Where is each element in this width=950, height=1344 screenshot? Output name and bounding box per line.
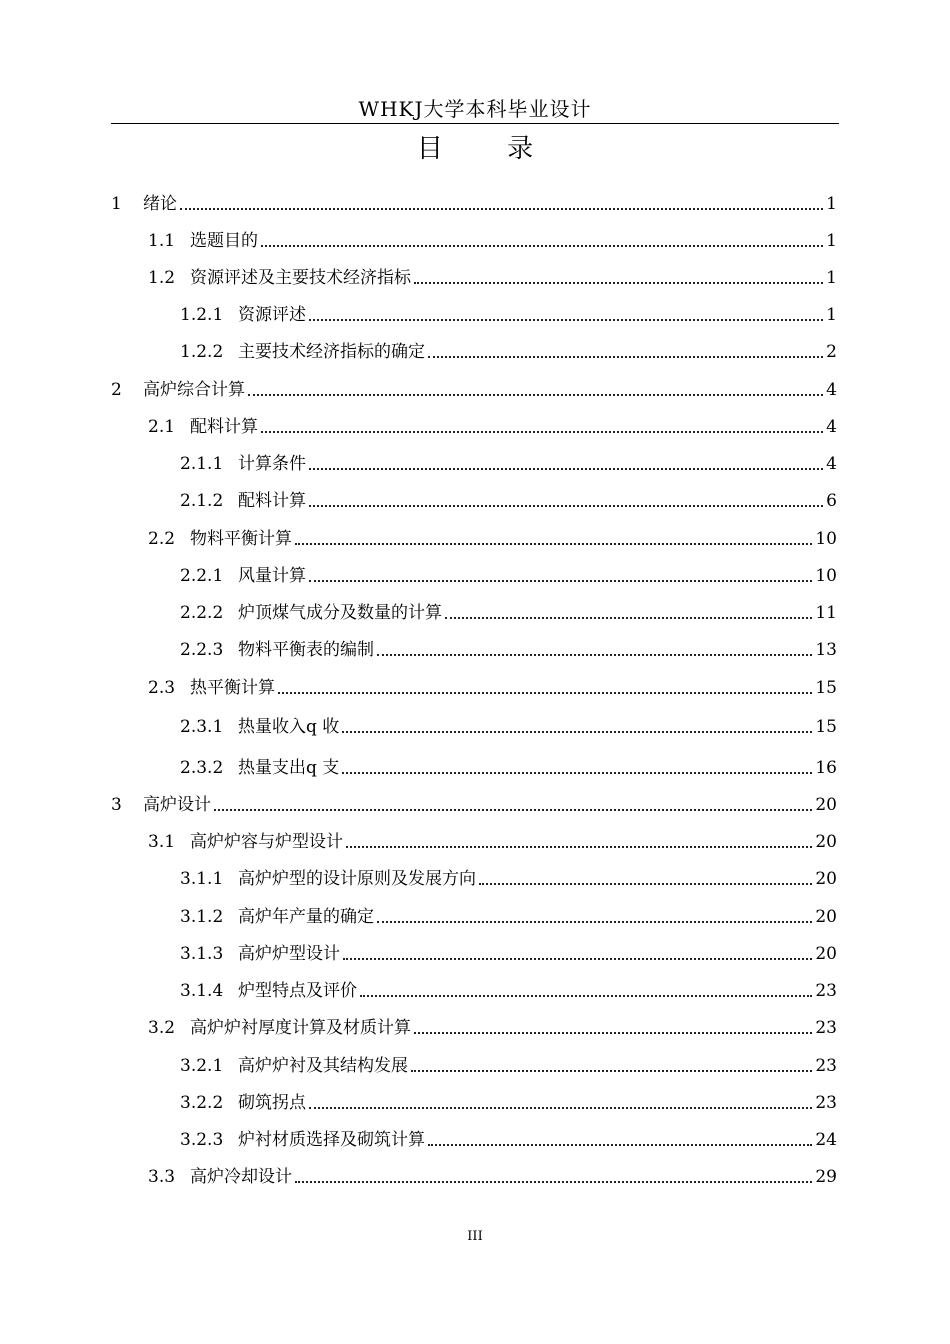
toc-entry-number: 2.1.2	[180, 491, 224, 511]
toc-entry-number: 1.2.2	[180, 342, 224, 362]
toc-entry[interactable]	[111, 562, 837, 586]
toc-entry-number: 3	[111, 795, 122, 815]
toc-entry[interactable]	[111, 674, 837, 698]
dot-leader	[377, 909, 812, 923]
toc-entry[interactable]	[111, 940, 837, 964]
toc-entry-page: 20	[815, 907, 837, 927]
header-rule	[111, 123, 839, 124]
toc-entry-number: 2.2.3	[180, 640, 224, 660]
toc-entry-page: 4	[826, 417, 837, 437]
toc-entry-number: 3.2.1	[180, 1056, 224, 1076]
toc-entry-label: 高炉年产量的确定	[238, 907, 374, 927]
dot-leader	[428, 1132, 812, 1146]
toc-entry[interactable]	[111, 1089, 837, 1113]
toc-entry[interactable]	[111, 264, 837, 288]
toc-entry-number: 2.1.1	[180, 454, 224, 474]
toc-entry[interactable]	[111, 865, 837, 889]
toc-entry[interactable]	[111, 903, 837, 927]
toc-entry-page: 10	[815, 566, 837, 586]
dot-leader	[343, 946, 812, 960]
dot-leader	[261, 419, 823, 433]
toc-entry-page: 2	[826, 342, 837, 362]
toc-entry-number: 3.2.2	[180, 1093, 224, 1113]
toc-entry[interactable]	[111, 190, 837, 214]
toc-entry-page: 16	[815, 758, 837, 778]
toc-entry-page: 15	[815, 717, 837, 737]
toc-entry-label: 高炉冷却设计	[190, 1167, 292, 1187]
toc-entry-page: 1	[826, 231, 837, 251]
dot-leader	[479, 871, 812, 885]
toc-entry[interactable]	[111, 713, 837, 737]
toc-entry-label: 主要技术经济指标的确定	[238, 342, 425, 362]
toc-entry-page: 6	[826, 491, 837, 511]
dot-leader	[377, 642, 812, 656]
toc-entry-label: 风量计算	[238, 566, 306, 586]
toc-entry-label: 高炉炉容与炉型设计	[190, 832, 343, 852]
dot-leader	[248, 382, 823, 396]
toc-entry-page: 20	[815, 869, 837, 889]
dot-leader	[295, 1169, 812, 1183]
toc-entry-label: 配料计算	[190, 417, 258, 437]
toc-entry-number: 1.1	[148, 231, 176, 251]
toc-entry-number: 2.3	[148, 678, 176, 698]
dot-leader	[261, 233, 823, 247]
toc-entry-label: 高炉综合计算	[143, 380, 245, 400]
toc-entry-number: 2.2.1	[180, 566, 224, 586]
toc-entry[interactable]	[111, 636, 837, 660]
toc-entry-page: 4	[826, 380, 837, 400]
toc-entry-number: 3.1	[148, 832, 176, 852]
toc-entry-number: 3.1.2	[180, 907, 224, 927]
dot-leader	[214, 797, 812, 811]
toc-entry-page: 20	[815, 832, 837, 852]
toc-entry-number: 2.1	[148, 417, 176, 437]
dot-leader	[445, 605, 812, 619]
toc-entry-label: 砌筑拐点	[238, 1093, 306, 1113]
toc-entry-page: 20	[815, 944, 837, 964]
page-number: III	[467, 1229, 483, 1244]
toc-entry[interactable]	[111, 338, 837, 362]
dot-leader	[342, 760, 812, 774]
toc-entry-page: 20	[815, 795, 837, 815]
toc-entry-page: 23	[815, 1093, 837, 1113]
dot-leader	[309, 1095, 812, 1109]
toc-entry-page: 1	[826, 194, 837, 214]
toc-entry-page: 1	[826, 305, 837, 325]
toc-entry-label: 炉型特点及评价	[238, 981, 357, 1001]
toc-entry-number: 3.1.3	[180, 944, 224, 964]
dot-leader	[342, 719, 812, 733]
dot-leader	[360, 983, 812, 997]
toc-entry-label: 选题目的	[190, 231, 258, 251]
toc-title: 目 录	[416, 134, 562, 164]
toc-entry-label: 高炉设计	[143, 795, 211, 815]
toc-entry[interactable]	[111, 301, 837, 325]
dot-leader	[278, 680, 812, 694]
toc-entry-number: 2.2.2	[180, 603, 224, 623]
toc-entry-label: 高炉炉型的设计原则及发展方向	[238, 869, 476, 889]
toc-entry[interactable]	[111, 791, 837, 815]
toc-entry-page: 24	[815, 1130, 837, 1150]
toc-entry[interactable]	[111, 525, 837, 549]
toc-entry[interactable]	[111, 376, 837, 400]
toc-entry-label: 热平衡计算	[190, 678, 275, 698]
running-header: WHKJ大学本科毕业设计	[358, 97, 592, 121]
dot-leader	[295, 531, 812, 545]
toc-entry-page: 4	[826, 454, 837, 474]
toc-entry[interactable]	[111, 227, 837, 251]
toc-entry-page: 13	[815, 640, 837, 660]
toc-entry-page: 23	[815, 981, 837, 1001]
toc-entry-label: 资源评述	[238, 305, 306, 325]
toc-entry[interactable]	[111, 413, 837, 437]
dot-leader	[414, 1020, 812, 1034]
toc-entry-number: 2.3.1	[180, 717, 224, 737]
toc-entry-label: 热量支出q 支	[238, 758, 340, 778]
toc-entry-number: 1.2	[148, 268, 176, 288]
dot-leader	[309, 307, 823, 321]
toc-entry-page: 10	[815, 529, 837, 549]
dot-leader	[180, 196, 823, 210]
dot-leader	[309, 456, 823, 470]
toc-entry[interactable]	[111, 487, 837, 511]
toc-entry-number: 2.2	[148, 529, 176, 549]
toc-entry-page: 1	[826, 268, 837, 288]
toc-entry-page: 23	[815, 1018, 837, 1038]
dot-leader	[309, 568, 812, 582]
toc-entry-page: 29	[815, 1167, 837, 1187]
toc-entry-number: 2.3.2	[180, 758, 224, 778]
toc-entry-label: 计算条件	[238, 454, 306, 474]
toc-entry-number: 3.1.4	[180, 981, 224, 1001]
toc-entry-number: 3.1.1	[180, 869, 224, 889]
toc-entry-number: 1	[111, 194, 122, 214]
toc-entry-label: 绪论	[143, 194, 177, 214]
toc-entry-label: 物料平衡表的编制	[238, 640, 374, 660]
toc-entry[interactable]	[111, 1052, 837, 1076]
toc-entry-page: 11	[815, 603, 837, 623]
toc-entry-number: 3.2.3	[180, 1130, 224, 1150]
toc-entry-number: 3.3	[148, 1167, 176, 1187]
toc-entry-page: 15	[815, 678, 837, 698]
dot-leader	[346, 834, 812, 848]
toc-entry[interactable]	[111, 754, 837, 778]
dot-leader	[411, 1058, 812, 1072]
toc-entry[interactable]	[111, 828, 837, 852]
toc-entry[interactable]	[111, 1014, 837, 1038]
toc-entry-number: 3.2	[148, 1018, 176, 1038]
toc-entry-label: 高炉炉衬厚度计算及材质计算	[190, 1018, 411, 1038]
dot-leader	[309, 493, 823, 507]
toc-entry-label: 炉衬材质选择及砌筑计算	[238, 1130, 425, 1150]
toc-entry-page: 23	[815, 1056, 837, 1076]
toc-entry-label: 热量收入q 收	[238, 717, 340, 737]
toc-entry-label: 高炉炉衬及其结构发展	[238, 1056, 408, 1076]
toc-entry[interactable]	[111, 1126, 837, 1150]
dot-leader	[428, 344, 823, 358]
toc-entry[interactable]	[111, 977, 837, 1001]
toc-entry-label: 炉顶煤气成分及数量的计算	[238, 603, 442, 623]
toc-entry-number: 2	[111, 380, 122, 400]
toc-entry-label: 配料计算	[238, 491, 306, 511]
toc-entry-label: 高炉炉型设计	[238, 944, 340, 964]
dot-leader	[414, 270, 823, 284]
toc-entry-label: 物料平衡计算	[190, 529, 292, 549]
toc-entry[interactable]	[111, 1163, 837, 1187]
toc-entry-label: 资源评述及主要技术经济指标	[190, 268, 411, 288]
toc-entry[interactable]	[111, 450, 837, 474]
toc-entry[interactable]	[111, 599, 837, 623]
toc-entry-number: 1.2.1	[180, 305, 224, 325]
